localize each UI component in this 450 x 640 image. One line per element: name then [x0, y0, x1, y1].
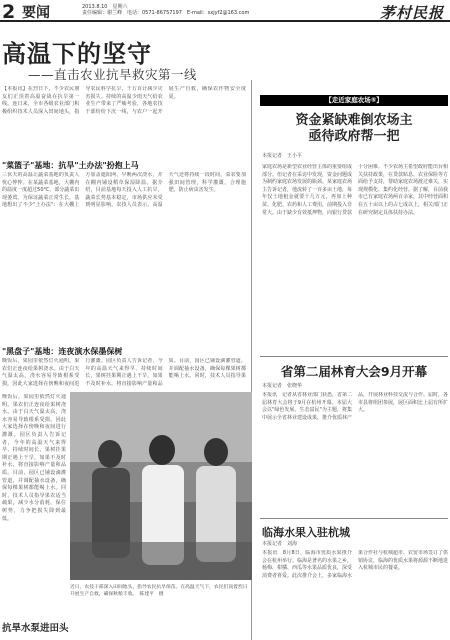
page-number: 2 — [2, 1, 16, 23]
masthead-meta — [82, 4, 292, 16]
series-tag: 【走近家庭农场⑤】 — [260, 95, 448, 106]
linhai-fruit-headline: 临海水果入驻杭城 — [262, 526, 350, 539]
masthead — [0, 0, 450, 22]
divider-line-2 — [260, 518, 448, 519]
fruit-base-text-top: 晚饭后，果园里依然灯火通明。果农们正连夜给果树浇水。由于白天气温太高，浇水容易导致根系受损，因此大家选择在傍晚和夜间进行灌溉。园区负责人告诉记者，今年的高温天气来得早、持续时间长，果树挂果期正遇上干旱，如果不及时补水，将直接影响产量和品质。目前，园区已铺设滴灌管道，并调配抽水设备，确保每棵果树都能喝上水。同时，技术人员指导果 — [2, 358, 246, 387]
family-farm-byline: 本报记者 王小平 — [262, 153, 303, 159]
lead-intro-text: 【本报讯】在烈日下，不少农民朋友们正顶着高温奋战在抗旱第一线。连日来，全市各级农业部门积极组织技术人员深入田间地头，指导农民科学抗旱，千方百计减少灾害损失。持续的高温少雨天气给农业生产带来了严峻考验，各地农技干部纷纷下沉一线，与农户一起开展生产自救，确保农作物安全度夏。 — [2, 86, 246, 115]
family-farm-text: 家庭农场是新型农业经营主体的重要组成部分。但记者在采访中发现，资金问题成为制约家庭农场发展的瓶颈。某家庭农场主告诉记者，他流转了一百多亩土地，每年仅土地租金就要十几万元，再加上种苗、化肥、农药和人工费用，前期投入非常大。由于缺少有效抵押物，向银行贷款十分困难。不少农场主希望政府能出台相关扶持政策，在贷款贴息、农业保险等方面给予支持，帮助家庭农场渡过难关，实现规模化、集约化经营。据了解，目前我市已有家庭农场两百余家，其中经营面积在五十亩以上的占七成以上，相关部门正在研究制定具体扶持办法。 — [262, 164, 448, 216]
photo-caption: 近日，农技干部深入田间地头，指导农民抗旱保苗。在高温天气下，农民们顶着烈日开展生产自救，确保秋粮丰收。 陈建平 摄 — [70, 585, 248, 597]
subhead-fruit-base: "黑盘子"基地：连夜演水保墨保树 — [2, 347, 123, 356]
section-title: 要闻 — [22, 5, 50, 21]
lead-headline: 高温下的坚守 — [2, 40, 152, 68]
bottom-headline: 抗旱水泵进田头 — [2, 623, 69, 634]
paper-name: 茅村民报 — [379, 4, 444, 22]
masthead-contact: 责任编辑：谢兰峰 电话：0571-86757197 E-mail：sxjyf2@163.com — [82, 10, 250, 16]
forestry-conference-text: 本报讯 记者从省林业部门获悉，省第二届林育大会将于9月在杭州开幕。本届大会以"绿色发展、生态富民"为主题，将集中展示全省林业建设成果，推介优质林产品，开展林业科技交流与合作。届时，各市县将组团参展，展区面积比上届有所扩大。 — [262, 392, 448, 421]
lead-subheadline: ——直击农业抗旱救灾第一线 — [28, 67, 198, 82]
vegetable-base-text: 三伏天的高温让蔬菜基地的负责人忧心忡忡。在某蔬菜基地，大棚内的温度一度超过50℃，部分蔬菜出现萎蔫。为保证蔬菜正常生长，基地想出了不少"土办法"：在大棚上方加盖遮阳网，早晚两次浇水，并在棚内铺设稻草保湿降温。据介绍，目前基地每天投入人工抗旱，蔬菜长势基本稳定，市场供应未受到明显影响。农技人员表示，高温天气还将持续一段时间，菜农要加强田间管理，科学灌溉，合理施肥，防止病虫害发生。 — [2, 172, 246, 209]
masthead-date: 2013.8.10 星期六 — [82, 4, 128, 10]
linhai-fruit-text: 本报讯 8月8日，临海市优质水果推介会在杭州举行。临海是著名的水果之乡，杨梅、柑橘、西瓜等水果品质优良，深受消费者喜爱。此次推介会上，多家临海水果合作社与杭城超市、农贸市场签订了供销协议，临海的优质水果将源源不断地进入杭城市民的餐桌。 — [262, 550, 448, 579]
subhead-vegetable-base: "菜篮子"基地：抗旱"土办法"扮抱上马 — [2, 161, 139, 170]
forestry-conference-byline: 本报记者 张晓华 — [262, 383, 303, 389]
farmers-photo — [70, 392, 252, 580]
fruit-base-text-side: 晚饭后，果园里依然灯火通明。果农们正连夜给果树浇水。由于白天气温太高，浇水容易导致根系受损，因此大家选择在傍晚和夜间进行灌溉。园区负责人告诉记者，今年的高温天气来得早、持续时间长，果树挂果期正遇上干旱，如果不及时补水，将直接影响产量和品质。目前，园区已铺设滴灌管道，并调配抽水设备，确保每棵果树都能喝上水。同时，技术人员指导果农适当疏果，减少水分消耗，保住树势，力争把损失降到最低。 — [2, 394, 66, 522]
forestry-conference-headline: 省第二届林育大会9月开幕 — [280, 364, 428, 379]
linhai-fruit-byline: 本报记者 刘海 — [262, 541, 298, 547]
divider-line — [260, 356, 448, 357]
family-farm-headline: 资金紧缺难倒农场主 亟待政府帮一把 — [295, 113, 413, 144]
